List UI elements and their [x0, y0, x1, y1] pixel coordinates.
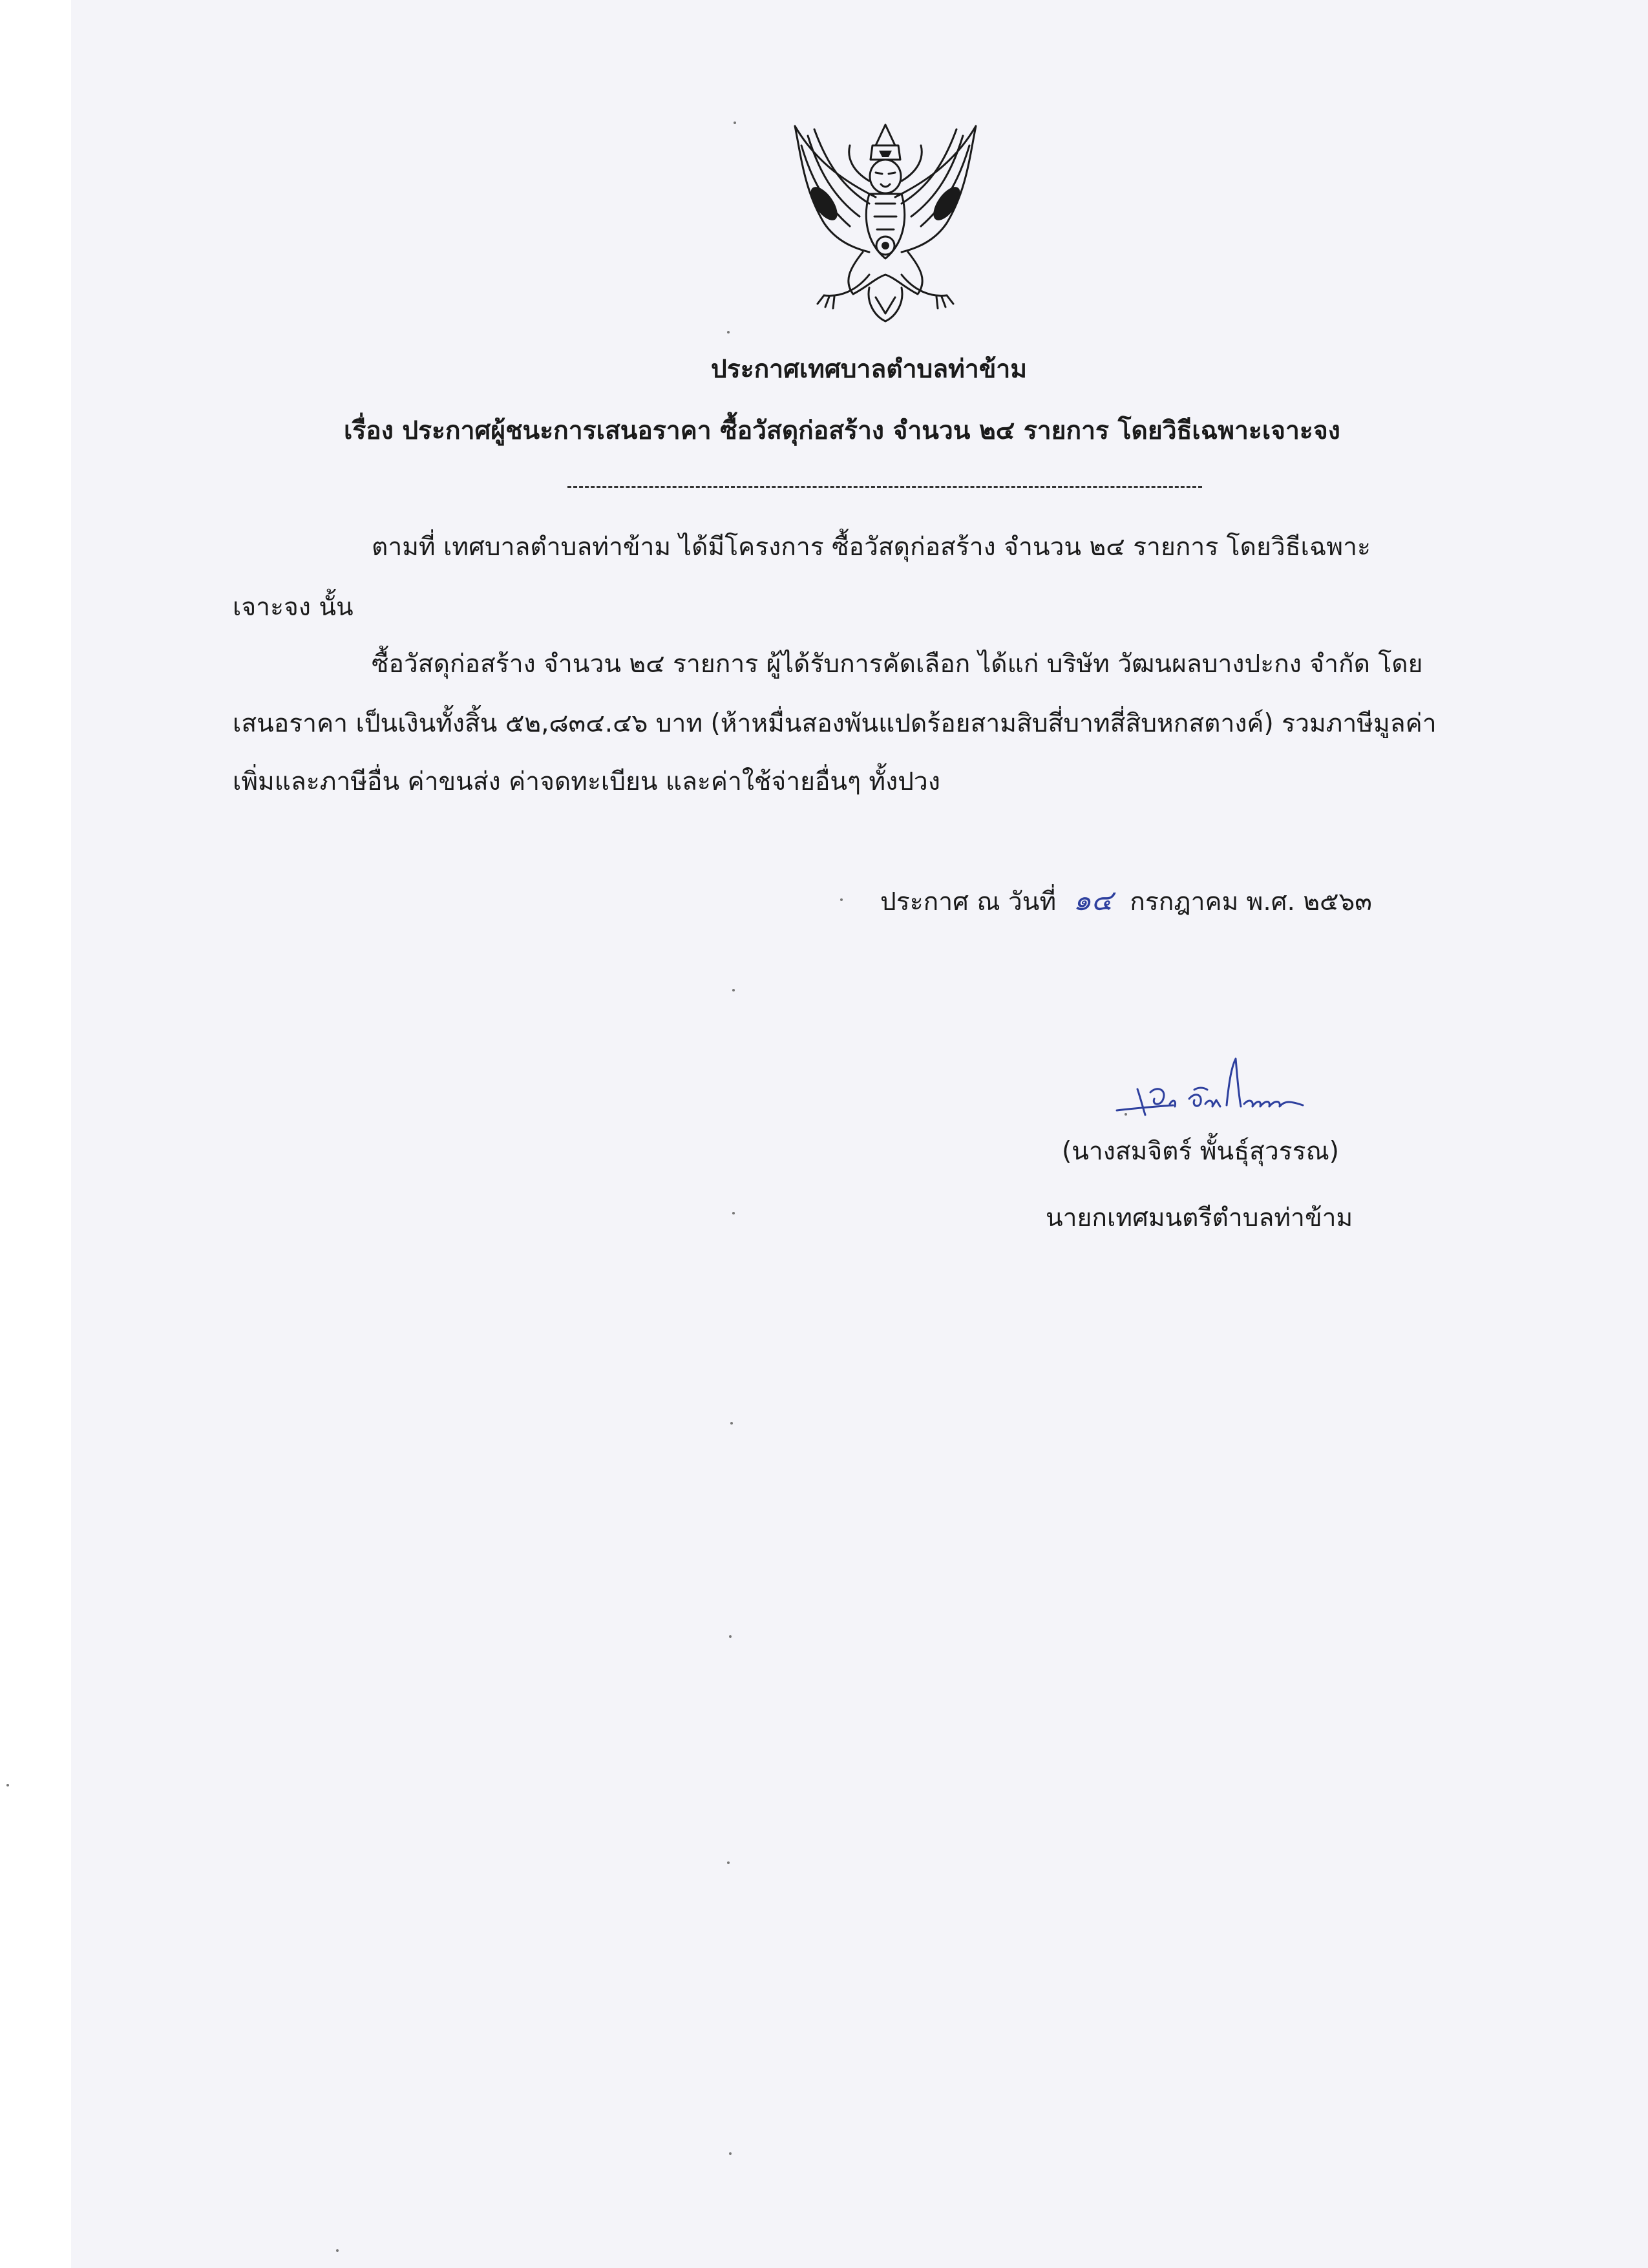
garuda-emblem [779, 120, 992, 326]
scan-speck [732, 1212, 735, 1214]
scan-speck [729, 2152, 732, 2155]
date-suffix: กรกฎาคม พ.ศ. ๒๕๖๓ [1130, 887, 1372, 917]
scan-speck [730, 1422, 733, 1425]
signer-position: นายกเทศมนตรีตำบลท่าข้าม [1046, 1203, 1353, 1233]
date-prefix: ประกาศ ณ วันที่ [880, 887, 1057, 917]
announcement-header: ประกาศเทศบาลตำบลท่าข้าม [711, 355, 1028, 384]
paragraph-2-line-3: เพิ่มและภาษีอื่น ค่าขนส่ง ค่าจดทะเบียน และค่าใช้จ่ายอื่นๆ ทั้งปวง [233, 767, 940, 796]
scan-speck [727, 331, 730, 334]
paragraph-1-line-1: ตามที่ เทศบาลตำบลท่าข้าม ได้มีโครงการ ซื้อวัสดุก่อสร้าง จำนวน ๒๔ รายการ โดยวิธีเฉพาะ [372, 533, 1371, 562]
paragraph-2-line-1: ซื้อวัสดุก่อสร้าง จำนวน ๒๔ รายการ ผู้ได้รับการคัดเลือก ได้แก่ บริษัท วัฒนผลบางปะกง จำกัด โดย [372, 650, 1423, 679]
scan-speck [732, 989, 735, 991]
document-page [71, 0, 1648, 2268]
scan-speck [6, 1784, 9, 1786]
announcement-date [880, 884, 1372, 917]
scan-speck [840, 898, 843, 901]
scan-speck [727, 1861, 730, 1864]
scan-speck [734, 122, 736, 124]
paragraph-1-line-2: เจาะจง นั้น [233, 593, 354, 622]
signer-name: (นางสมจิตร์ พั้นธุ์สุวรรณ) [1062, 1137, 1340, 1166]
signature [1112, 1054, 1312, 1125]
scan-speck [1125, 1113, 1127, 1116]
scan-speck [729, 1635, 732, 1638]
announcement-subject: เรื่อง ประกาศผู้ชนะการเสนอราคา ซื้อวัสดุก่อสร้าง จำนวน ๒๔ รายการ โดยวิธีเฉพาะเจาะจง [344, 416, 1340, 445]
scan-speck [336, 2249, 339, 2252]
paragraph-2-line-2: เสนอราคา เป็นเงินทั้งสิ้น ๕๒,๘๓๔.๔๖ บาท (ห้าหมื่นสองพันแปดร้อยสามสิบสี่บาทสี่สิบหกสตางค์) รวมภาษีมูลค่า [233, 709, 1437, 738]
date-day-handwritten: ๑๔ [1073, 884, 1113, 917]
separator-line [567, 486, 1202, 488]
